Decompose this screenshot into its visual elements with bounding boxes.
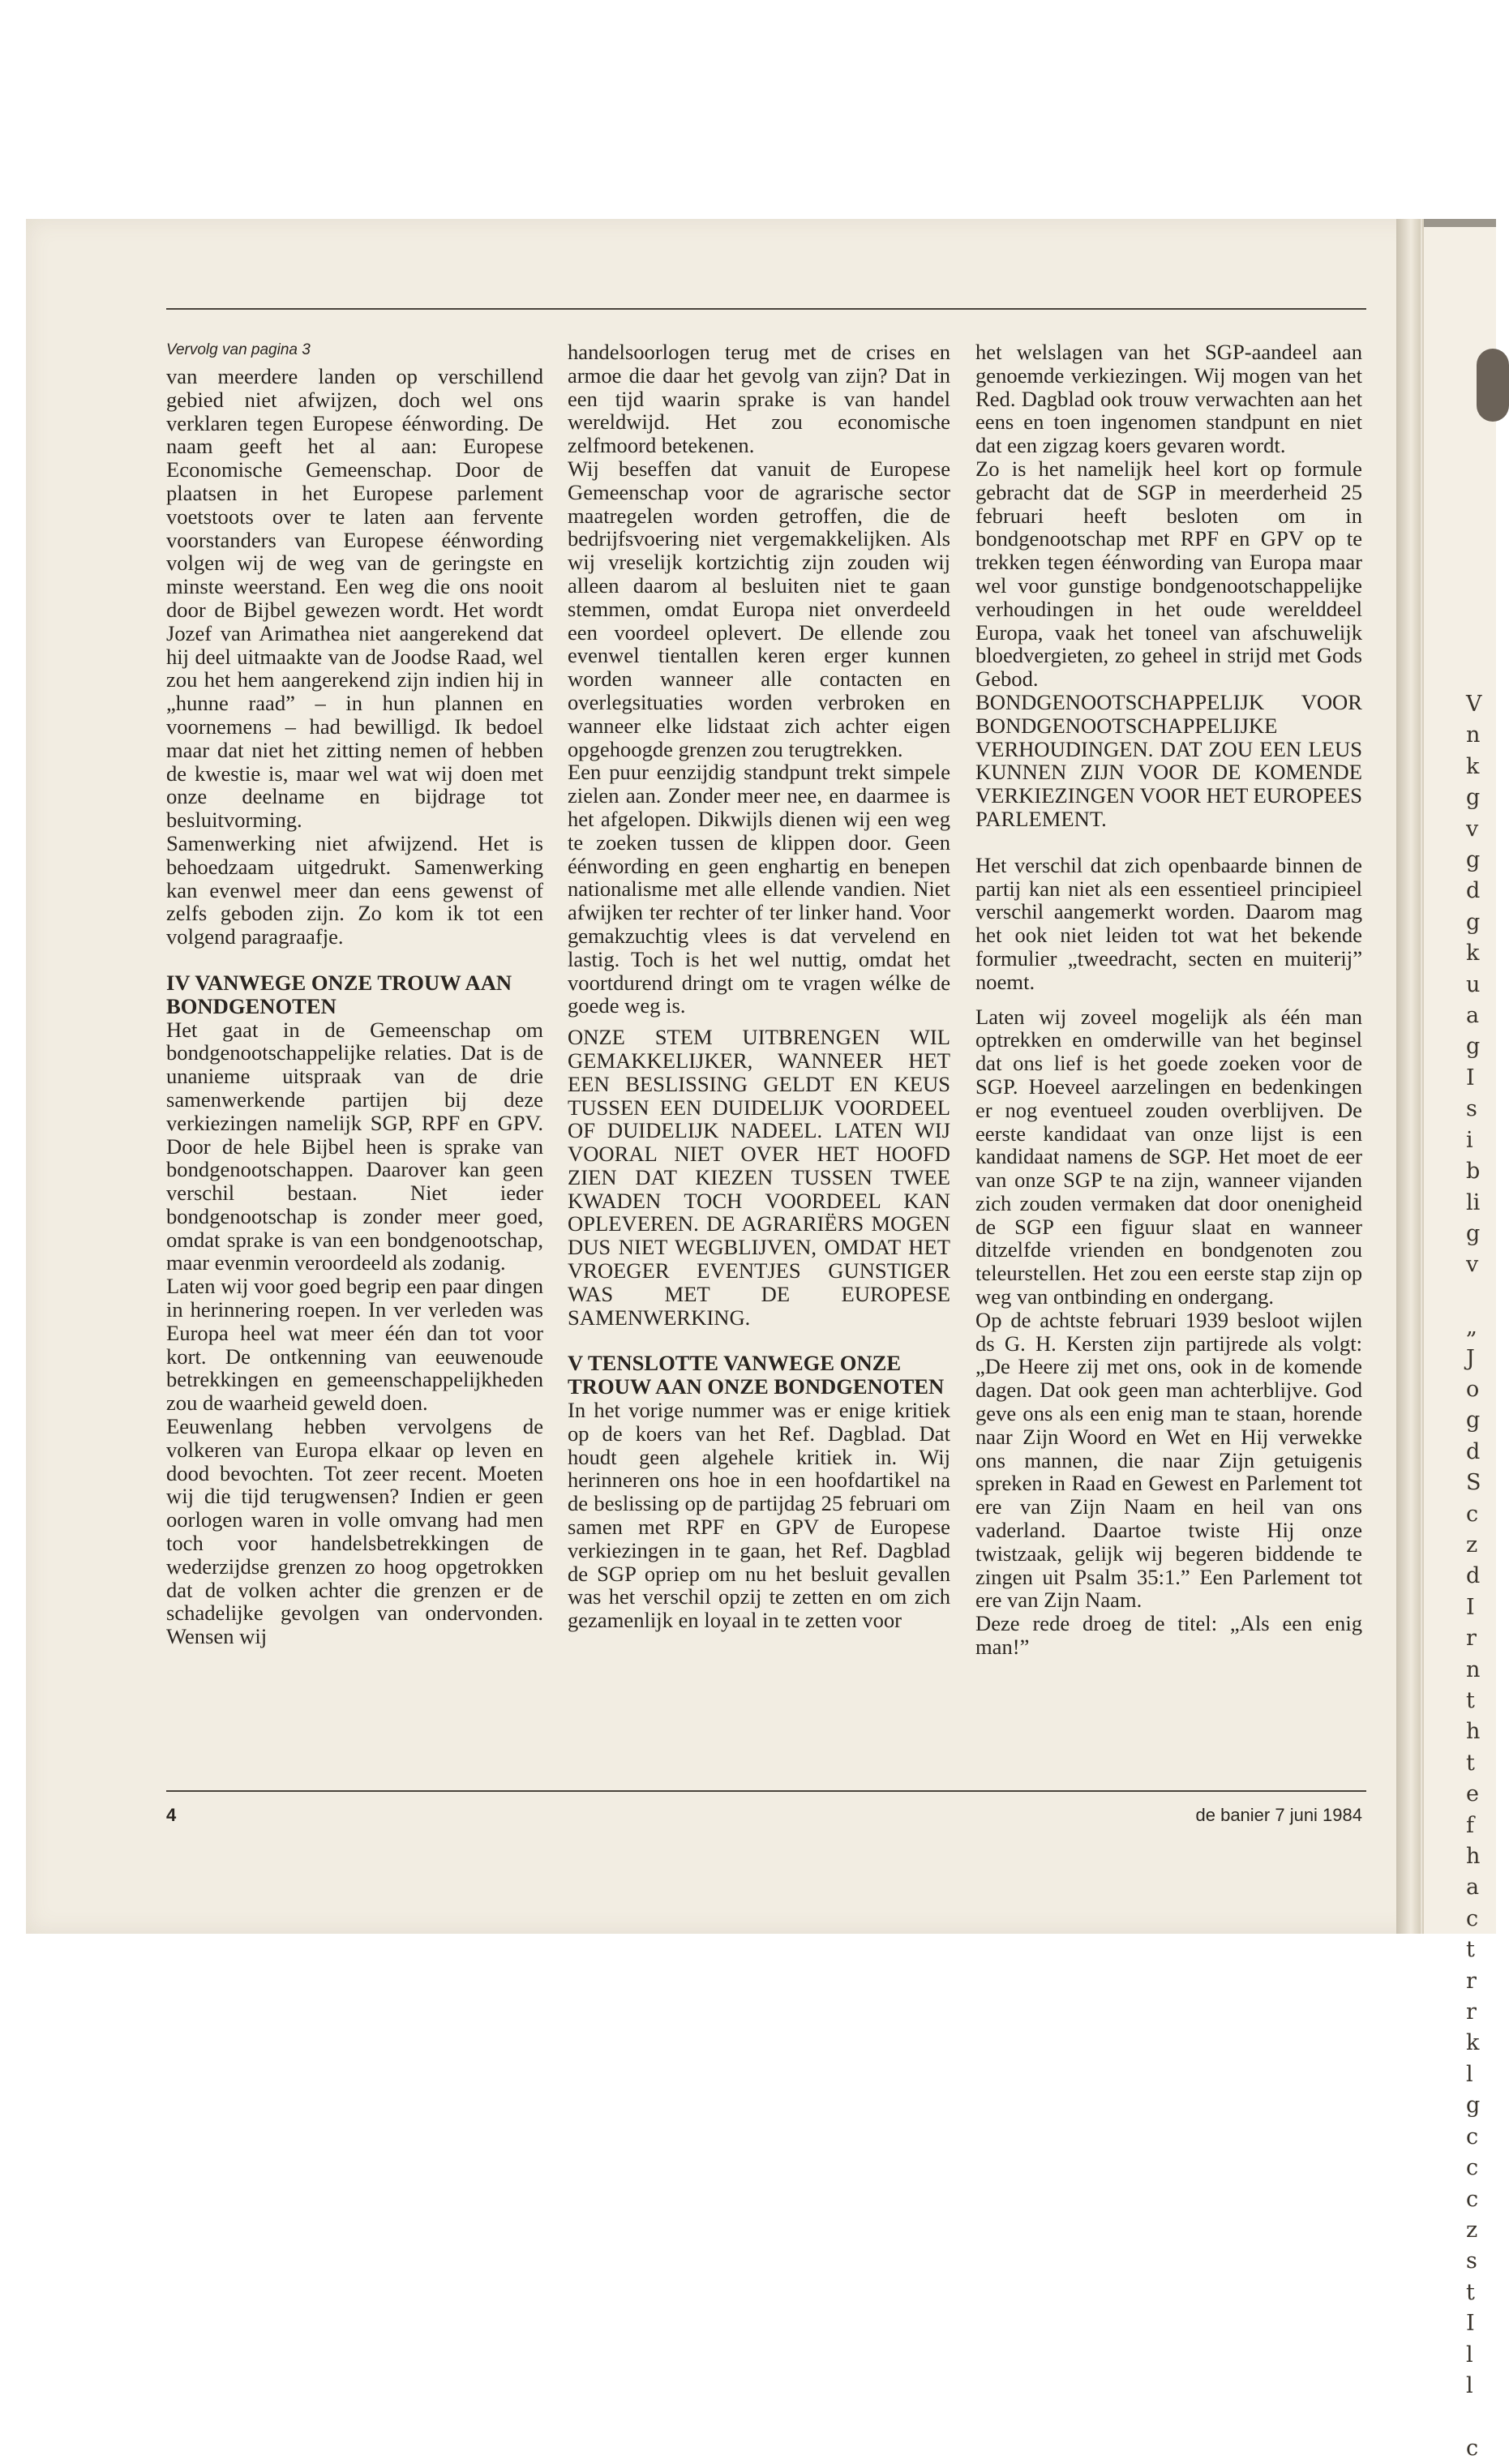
col1-paragraph-2: Samenwerking niet afwijzend. Het is behoedzaam uitgedrukt. Samenwerking kan evenwel meer dan eens gewenst of zelfs geboden zijn. Zo kom ik tot een volgend paragraafje. bbox=[166, 830, 543, 949]
page-spine bbox=[1396, 219, 1421, 1934]
col1-paragraph-1: van meerdere landen op verschillend gebied niet afwijzen, doch wel ons verklaren tegen Europese éénwording. De naam geeft het al aan: Europese Economische Gemeenschap. Door de plaatsen in het Europese parlement voetstoots over te laten aan fervente voorstanders van Europese éénwording volgen wij de weg van de geringste en minste weerstand. Een weg die ons nooit door de Bijbel gewezen wordt. Het wordt Jozef van Arimathea niet aangerekend dat hij deel uitmaakte van de Joodse Raad, wel zou het hem aangerekend zijn indien hij in „hunne raad” – in hun plannen en voornemens – had bewilligd. Ik bedoel maar dat niet het zitting nemen of hebben de kwestie is, maar wel wat wij doen met onze deelname en bijdrage tot besluitvorming. bbox=[166, 364, 543, 833]
col2-pull-quote: ONZE STEM UITBRENGEN WIL GEMAKKELIJKER, WANNEER HET EEN BESLISSING GELDT EN KEUS TUSSEN EEN DUIDELIJK VOORDEEL OF DUIDELIJK NADEEL. LATEN WIJ VOORAL NIET OVER HET HOOFD ZIEN DAT KIEZEN TUSSEN TWEE KWADEN TOCH VOORDEEL KAN OPLEVEREN. DE AGRARIËRS MOGEN DUS NIET WEGBLIJVEN, OMDAT HET VROEGER EVENTJES GUNSTIGER WAS MET DE EUROPESE SAMENWERKING. bbox=[568, 1025, 950, 1330]
col1-paragraph-3: Het gaat in de Gemeenschap om bondgenootschappelijke relaties. Dat is de unanieme uitspraak van de drie samenwerkende partijen bij deze verkiezingen namelijk SGP, RPF en GPV. Door de hele Bijbel heen is sprake van bondgenootschappen. Daarover kan geen verschil bestaan. Niet ieder bondgenootschap is zonder meer goed, omdat sprake is van een bondgenootschap, maar evenmin veroordeeld als zodanig. bbox=[166, 1017, 543, 1275]
page-number: 4 bbox=[166, 1805, 177, 1825]
facing-page-stripe bbox=[1424, 219, 1496, 227]
col3-paragraph-5: Op de achtste februari 1939 besloot wijlen ds G. H. Kersten zijn partijrede als volgt: „De Heere zij met ons, ook in de komende dagen. Dat ook geen man achterblijve. God geve ons als een enig man te staan, horende naar Zijn Woord en Wet en Hij verwekke ons mannen, die naar Zijn getuigenis spreken in Raad en Gewest en Parlement tot ere van Zijn Naam en heil van ons vaderland. Daartoe twiste Hij onze twistzaak, gelijk wij begeren biddende te zingen uit Psalm 35:1.” Een Parlement tot ere van Zijn Naam. bbox=[975, 1307, 1362, 1613]
section-heading-v: V TENSLOTTE VANWEGE ONZE TROUW AAN ONZE BONDGENOTEN bbox=[568, 1351, 945, 1399]
col2-paragraph-1: handelsoorlogen terug met de crises en armoe die daar het gevolg van zijn? Dat in een tijd waarin sprake is van handel wereldwijd. Het zou economische zelfmoord betekenen. bbox=[568, 340, 950, 458]
col2-paragraph-2: Wij beseffen dat vanuit de Europese Gemeenschap voor de agrarische sector maatregelen worden getroffen, die de bedrijfsvoering niet vergemakkelijken. Als wij vreselijk kortzichtig zijn zouden wij alleen daarom al besluiten niet te gaan stemmen, omdat Europa niet onverdeeld een voordeel oplevert. De ellende zou evenwel tientallen keren erger kunnen worden wanneer alle contacten en overlegsituaties worden verbroken en wanneer elke lidstaat zich achter eigen opgehoogde grenzen zou terugtrekken. bbox=[568, 456, 950, 761]
section-heading-iv: IV VANWEGE ONZE TROUW AAN BONDGENOTEN bbox=[166, 970, 512, 1018]
col3-paragraph-6: Deze rede droeg de titel: „Als een enig man!” bbox=[975, 1611, 1362, 1660]
publication-footer: de banier 7 juni 1984 bbox=[1195, 1805, 1362, 1825]
col2-paragraph-4: In het vorige nummer was er enige kritiek op de koers van het Ref. Dagblad. Dat houdt geen algehele kritiek in. Wij herinneren ons hoe in een hoofdartikel na de beslissing op de partijdag 25 februari om samen met RPF en GPV de Europese verkiezingen in te gaan, het Ref. Dagblad de SGP opriep om nu het besluit gevallen was het verschil opzij te zetten en om zich gezamenlijk en loyaal in te zetten voor bbox=[568, 1398, 950, 1633]
continuation-note: Vervolg van pagina 3 bbox=[166, 341, 311, 358]
col3-paragraph-4: Laten wij zoveel mogelijk als één man optrekken en omderwille van het beginsel dat ons lief is het goede zoeken voor de SGP. Hoeveel aarzelingen en bedenkingen er nog eventueel zouden overblijven. De eerste kandidaat van onze lijst is een kandidaat namens de SGP. Het moet de eer van onze SGP te na zijn, wanneer vijanden zich zouden vermaken dat door onenigheid de SGP een figuur slaat en wanneer ditzelfde vrienden en bondgenoten zou teleurstellen. Het zou een eerste stap zijn op weg van ontbinding en ondergang. bbox=[975, 1004, 1362, 1309]
col3-paragraph-2: Zo is het namelijk heel kort op formule gebracht dat de SGP in meerderheid 25 februari heeft besloten om in bondgenootschap met RPF en GPV op te trekken tegen éénwording van Europa maar wel voor gunstige bondgenootschappelijke verhoudingen in het oude werelddeel Europa, vaak het toneel van afschuwelijk bloedvergieten, zo geheel in strijd met Gods Gebod. bbox=[975, 456, 1362, 692]
column-3 bbox=[975, 341, 1362, 1659]
facing-page-dark-mark bbox=[1477, 349, 1509, 422]
column-2 bbox=[568, 341, 950, 1632]
column-1 bbox=[166, 341, 543, 1648]
col1-paragraph-4: Laten wij voor goed begrip een paar dingen in herinnering roepen. In ver verleden was Europa heel wat meer één dan tot voor kort. De ontkenning van eeuwenoude betrekkingen en gemeenschappelijkheden zou de waarheid geweld doen. bbox=[166, 1274, 543, 1416]
col3-pull-quote: BONDGENOOTSCHAPPELIJK VOOR BONDGENOOTSCHAPPELIJKE VERHOUDINGEN. DAT ZOU EEN LEUS KUNNEN ZIJN VOOR DE KOMENDE VERKIEZINGEN VOOR HET EUROPEES PARLEMENT. bbox=[975, 689, 1362, 831]
top-rule bbox=[166, 308, 1366, 310]
bottom-rule bbox=[166, 1790, 1366, 1792]
col2-paragraph-3: Een puur eenzijdig standpunt trekt simpele zielen aan. Zonder meer nee, en daarmee is het afgelopen. Dikwijls dienen wij een weg te zoeken tussen de klippen door. Geen éénwording en geen enghartig en benepen nationalisme met alle ellende vandien. Niet afwijken ter rechter of ter linker hand. Voor gemakzuchtig vlees is dat vervelend en lastig. Toch is het wel nuttig, omdat het voortdurend dringt om te vragen wélke de goede weg is. bbox=[568, 760, 950, 1018]
col3-paragraph-3: Het verschil dat zich openbaarde binnen de partij kan niet als een essentieel principieel verschil aangemerkt worden. Daarom mag het ook niet leiden tot wat het bekende formulier „tweedracht, secten en muiterij” noemt. bbox=[975, 852, 1362, 994]
facing-page-letters: V n k g v g d g k u a g I s i b li g v „ J o g d S c z d I r n t h t e f h a c t r r k l g c c c z s t I l l c bbox=[1466, 692, 1482, 2461]
col1-paragraph-5: Eeuwenlang hebben vervolgens de volkeren van Europa elkaar op leven en dood bevochten. Tot zeer recent. Moeten wij die tijd terugwensen? Indien er geen oorlogen waren in volle omvang had men toch voor handelsbetrekkingen de wederzijdse grenzen zo hoog opgetrokken dat de volken achter die grenzen er de schadelijke gevolgen van ondervonden. Wensen wij bbox=[166, 1414, 543, 1649]
col3-paragraph-1: het welslagen van het SGP-aandeel aan genoemde verkiezingen. Wij mogen van het Red. Dagblad ook trouw verwachten aan het eens en toen ingenomen standpunt en niet dat een zigzag koers gevaren wordt. bbox=[975, 340, 1362, 458]
facing-page-edge bbox=[1424, 219, 1496, 2461]
